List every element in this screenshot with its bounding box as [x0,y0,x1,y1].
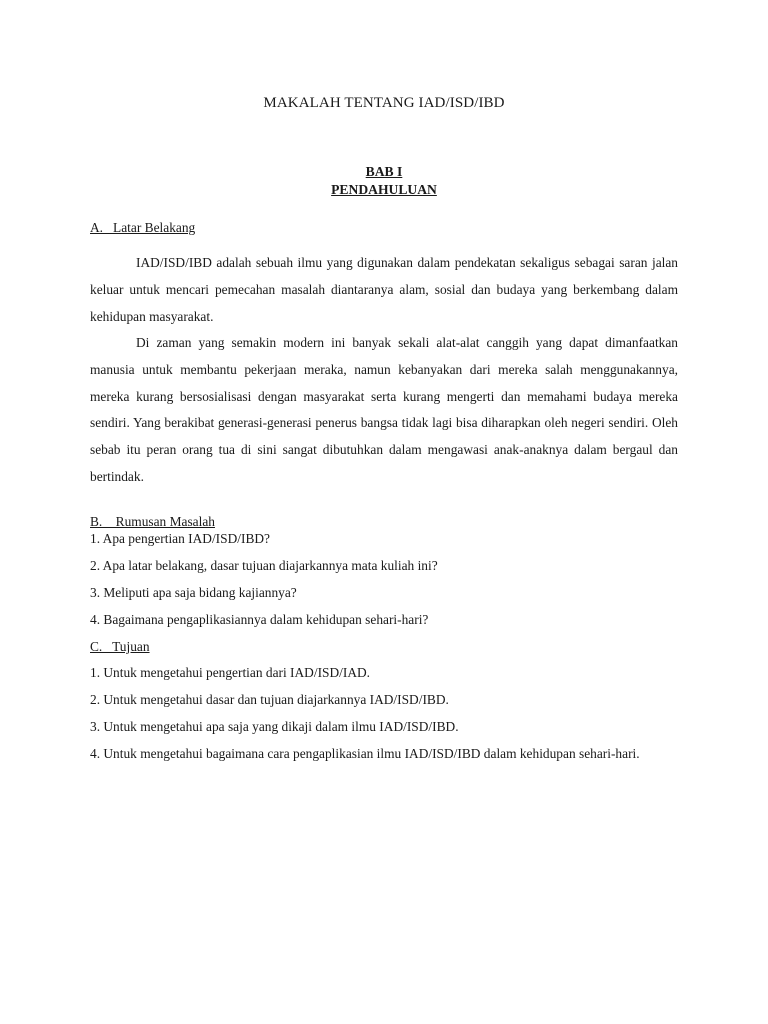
chapter-number: BAB I [365,164,403,179]
problem-item-3: 3. Meliputi apa saja bidang kajiannya? [90,585,297,600]
background-paragraph-2: Di zaman yang semakin modern ini banyak sekali alat-alat canggih yang dapat dimanfaatkan manusia untuk membantu pekerjaan meraka, namun kebanyakan dari mereka salah menggunakannya, mereka kurang bersosialisasi dengan masyarakat serta kurang mengerti dan memahami budaya mereka sendiri. Yang berakibat generasi-generasi penerus bangsa tidak lagi bisa diharapkan oleh negeri sendiri. Oleh sebab itu peran orang tua di sini sangat dibutuhkan dalam mengawasi anak-anaknya dalam bergaul dan bertindak. [90,335,678,484]
problem-item-2: 2. Apa latar belakang, dasar tujuan diajarkannya mata kuliah ini? [90,558,438,573]
chapter-title: PENDAHULUAN [331,182,437,197]
objective-item-4: 4. Untuk mengetahui bagaimana cara pengaplikasian ilmu IAD/ISD/IBD dalam kehidupan sehari-hari. [90,746,640,761]
objective-item-1: 1. Untuk mengetahui pengertian dari IAD/ISD/IAD. [90,665,371,680]
problem-item-4: 4. Bagaimana pengaplikasiannya dalam kehidupan sehari-hari? [90,612,429,627]
problem-item-1: 1. Apa pengertian IAD/ISD/IBD? [90,531,270,546]
section-c-heading: C. Tujuan [90,639,150,654]
section-b-heading: B. Rumusan Masalah [90,514,215,529]
section-a-heading: A. Latar Belakang [90,220,196,235]
document-title: MAKALAH TENTANG IAD/ISD/IBD [263,95,505,111]
document-page [90,0,678,1024]
objective-item-3: 3. Untuk mengetahui apa saja yang dikaji dalam ilmu IAD/ISD/IBD. [90,719,459,734]
background-paragraph-1: IAD/ISD/IBD adalah sebuah ilmu yang digunakan dalam pendekatan sekaligus sebagai saran jalan keluar untuk mencari pemecahan masalah diantaranya alam, sosial dan budaya yang berkembang dalam kehidupan masyarakat. [90,255,678,324]
objective-item-2: 2. Untuk mengetahui dasar dan tujuan diajarkannya IAD/ISD/IBD. [90,692,449,707]
